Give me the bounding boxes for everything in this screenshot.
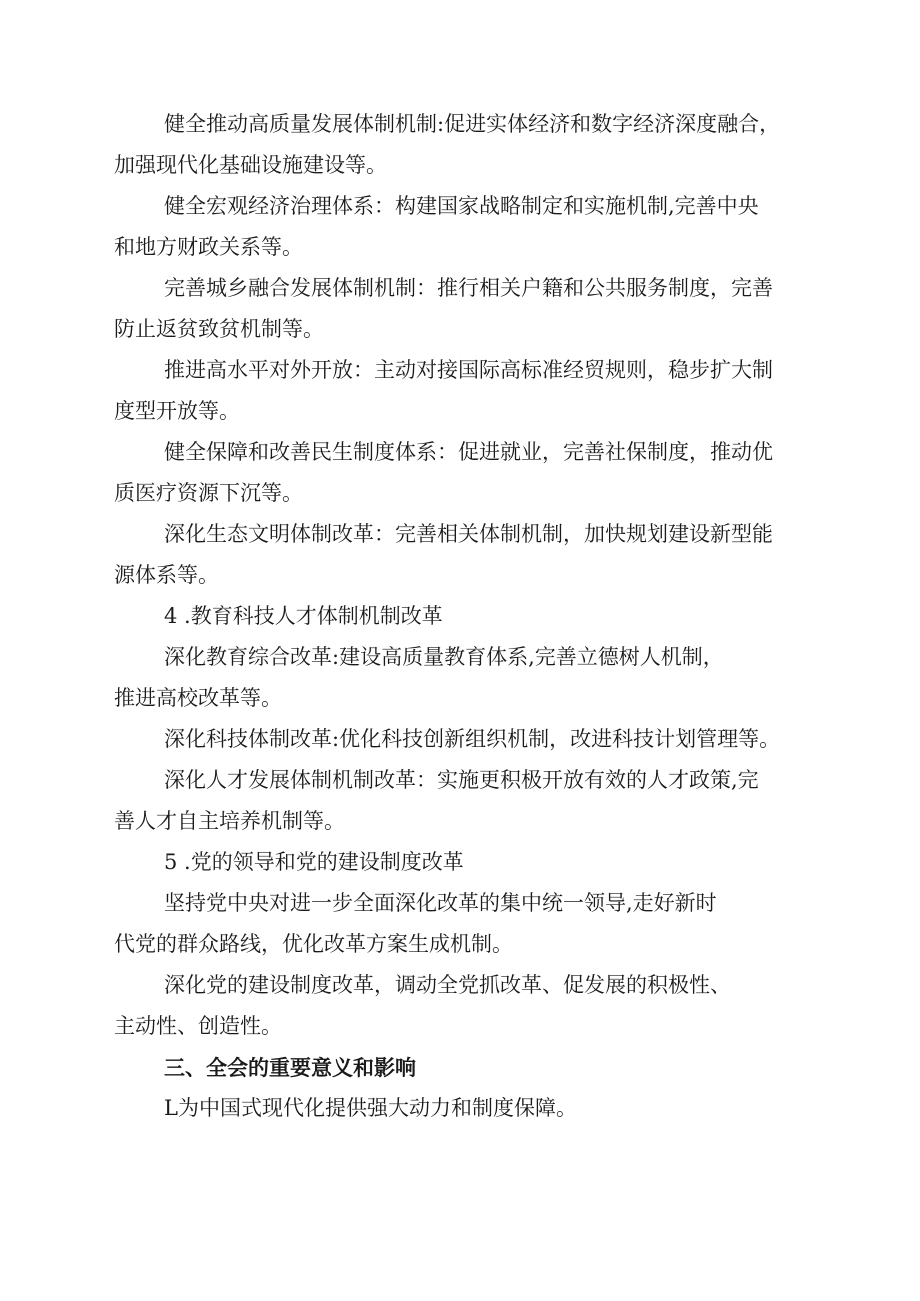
paragraph-technology: [114, 719, 840, 760]
paragraph-party-leadership: [114, 883, 840, 965]
paragraph-line: 和地方财政关系等。: [114, 235, 303, 259]
paragraph-ecology: [114, 514, 840, 596]
document-body: [114, 104, 840, 1129]
paragraph-line: 坚持党中央对进一步全面深化改革的集中统一领导,走好新时: [164, 891, 717, 915]
paragraph-line: 健全宏观经济治理体系：构建国家战略制定和实施机制,完善中央: [164, 194, 759, 218]
heading-education-reform: 4 .教育科技人才体制机制改革: [164, 604, 443, 628]
paragraph-talent: [114, 760, 840, 842]
paragraph-macro-economy: [114, 186, 840, 268]
paragraph-party-building: [114, 965, 840, 1047]
paragraph-line: 深化教育综合改革:建设高质量教育体系,完善立德树人机制，: [164, 645, 724, 669]
paragraph-line: 源体系等。: [114, 563, 219, 587]
paragraph-significance-1: [114, 1088, 840, 1129]
paragraph-line: 推进高水平对外开放：主动对接国际高标准经贸规则，稳步扩大制: [164, 358, 773, 382]
paragraph-high-quality-development: [114, 104, 840, 186]
paragraph-opening-up: [114, 350, 840, 432]
paragraph-line: 健全推动高质量发展体制机制:促进实体经济和数字经济深度融合，: [164, 112, 781, 136]
paragraph-urban-rural: [114, 268, 840, 350]
paragraph-line: 深化党的建设制度改革，调动全党抓改革、促发展的积极性、: [164, 973, 731, 997]
paragraph-line: 代党的群众路线，优化改革方案生成机制。: [114, 932, 513, 956]
paragraph-line: 善人才自主培养机制等。: [114, 809, 345, 833]
paragraph-livelihood: [114, 432, 840, 514]
paragraph-line: 完善城乡融合发展体制机制：推行相关户籍和公共服务制度，完善: [164, 276, 773, 300]
heading-party-reform: 5 .党的领导和党的建设制度改革: [164, 850, 464, 874]
paragraph-line: 深化生态文明体制改革：完善相关体制机制，加快规划建设新型能: [164, 522, 773, 546]
paragraph-line: L为中国式现代化提供强大动力和制度保障。: [164, 1096, 577, 1120]
section-title-significance: 三、全会的重要意义和影响: [164, 1055, 416, 1080]
paragraph-line: 加强现代化基础设施建设等。: [114, 153, 387, 177]
paragraph-line: 推进高校改革等。: [114, 686, 282, 710]
paragraph-line: 深化人才发展体制机制改革：实施更积极开放有效的人才政策,完: [164, 768, 759, 792]
paragraph-line: 防止返贫致贫机制等。: [114, 317, 324, 341]
paragraph-line: 度型开放等。: [114, 399, 240, 423]
paragraph-education: [114, 637, 840, 719]
paragraph-line: 质医疗资源下沉等。: [114, 481, 303, 505]
paragraph-line: 深化科技体制改革:优化科技创新组织机制，改进科技计划管理等。: [164, 727, 781, 751]
paragraph-line: 主动性、创造性。: [114, 1014, 282, 1038]
paragraph-line: 健全保障和改善民生制度体系：促进就业，完善社保制度，推动优: [164, 440, 773, 464]
